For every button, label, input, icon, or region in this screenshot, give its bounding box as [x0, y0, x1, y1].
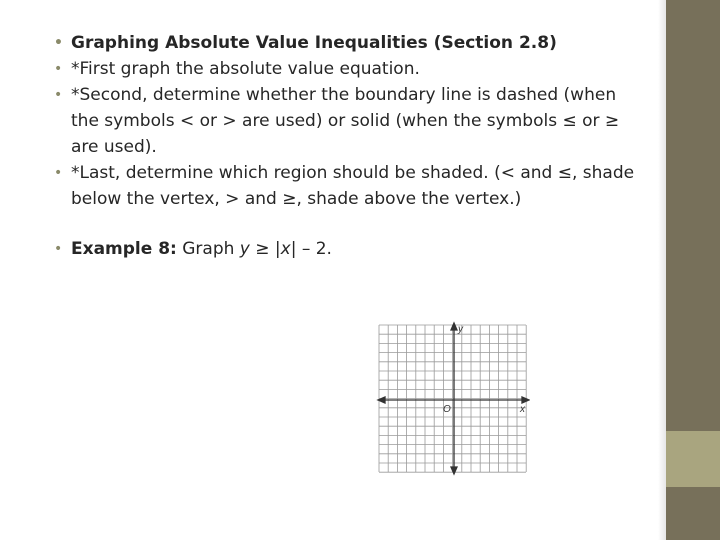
- coordinate-grid: [375, 321, 530, 476]
- bullet-title: • Graphing Absolute Value Inequalities (Section 2.8): [54, 30, 644, 56]
- grid-lines: [379, 325, 526, 472]
- example-var-x: x: [280, 239, 291, 259]
- x-axis-label: x: [520, 404, 525, 415]
- y-axis-arrow-bottom: [451, 467, 457, 474]
- slide-content: [54, 30, 644, 262]
- example-suffix: | – 2.: [290, 239, 332, 259]
- origin-label: O: [443, 404, 451, 415]
- x-axis-arrow-right: [522, 397, 529, 403]
- example-text-prefix: Graph: [176, 239, 240, 259]
- bullet-step-last: • *Last, determine which region should be shaded. (< and ≤, shade below the vertex, > and ≥, shade above the vertex.): [54, 160, 644, 212]
- y-axis-label: y: [458, 324, 463, 335]
- example-middle: ≥ |: [249, 239, 281, 259]
- bullet-step-second: • *Second, determine whether the boundary line is dashed (when the symbols < or > are used) or solid (when the symbols ≤ or ≥ are used).: [54, 82, 644, 160]
- sidebar-edge: [658, 0, 666, 540]
- sidebar-accent: [666, 431, 720, 487]
- bullet-example: [54, 236, 644, 262]
- bullet-step-first: • *First graph the absolute value equation.: [54, 56, 644, 82]
- y-axis-arrow-top: [451, 323, 457, 330]
- example-label: Example 8:: [71, 239, 177, 259]
- bullet-list: [54, 30, 644, 262]
- example-var-y: y: [239, 239, 250, 259]
